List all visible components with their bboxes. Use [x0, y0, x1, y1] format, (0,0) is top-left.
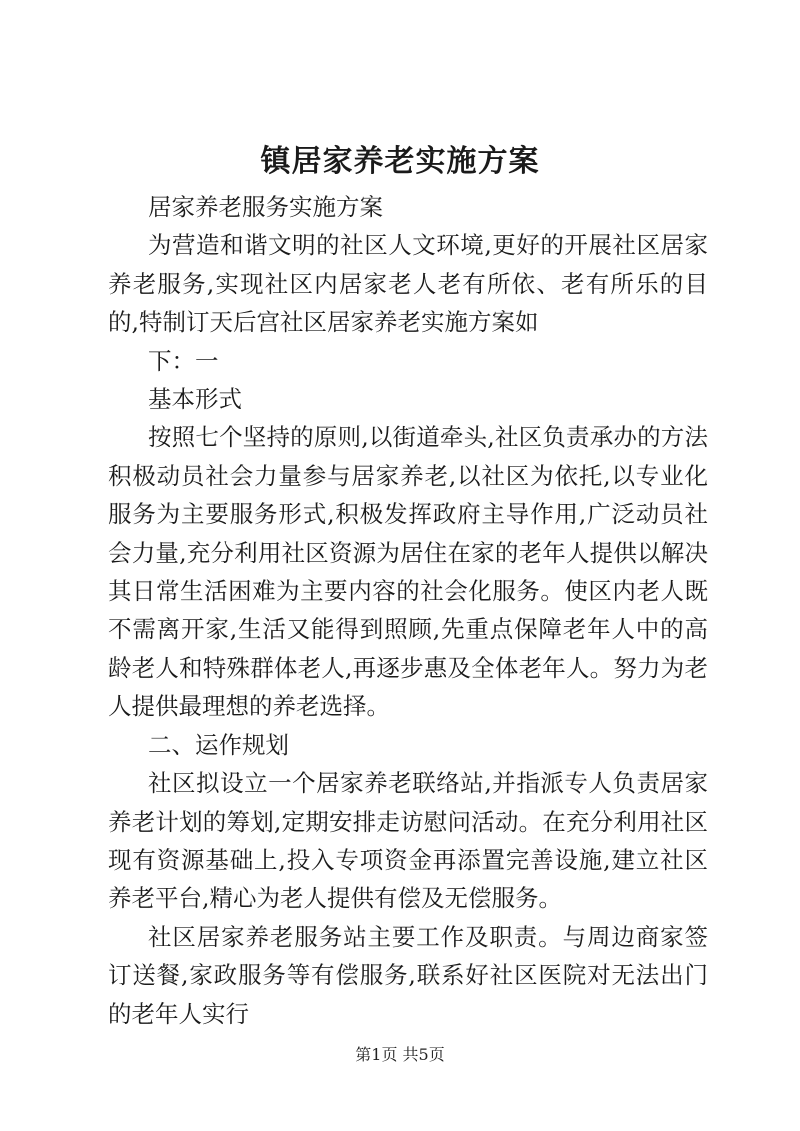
- section-heading-operation-plan: 二、运作规划: [148, 730, 289, 759]
- paragraph-basic-form: 按照七个坚持的原则,以街道牵头,社区负责承办的方法积极动员社会力量参与居家养老,以社区为依托,以专业化服务为主要服务形式,积极发挥政府主导作用,广泛动员社会力量,充分利用社区资源为居住在家的老年人提供以解决其日常生活困难为主要内容的社会化服务。使区内老人既不需离开家,生活又能得到照顾,先重点保障老年人中的高龄老人和特殊群体老人,再逐步惠及全体老年人。努力为老人提供最理想的养老选择。: [108, 423, 708, 721]
- document-title: 镇居家养老实施方案: [260, 144, 540, 179]
- paragraph-operation-plan: 社区拟设立一个居家养老联络站,并指派专人负责居家养老计划的筹划,定期安排走访慰问活动。在充分利用社区现有资源基础上,投入专项资金再添置完善设施,建立社区养老平台,精心为老人提供有偿及无偿服务。: [108, 769, 708, 913]
- paragraph-subtitle: 居家养老服务实施方案: [148, 193, 383, 221]
- page-number-footer: 第1页 共5页: [355, 1045, 445, 1064]
- paragraph-duties: 社区居家养老服务站主要工作及职责。与周边商家签订送餐,家政服务等有偿服务,联系好社区医院对无法出门的老年人实行: [108, 922, 708, 1028]
- document-body: [108, 188, 708, 1033]
- paragraph-intro: 为营造和谐文明的社区人文环境,更好的开展社区居家养老服务,实现社区内居家老人老有所依、老有所乐的目的,特制订天后宫社区居家养老实施方案如: [108, 231, 708, 337]
- section-heading-basic-form: 基本形式: [148, 385, 242, 414]
- paragraph-intro-end: 下：一: [148, 346, 219, 375]
